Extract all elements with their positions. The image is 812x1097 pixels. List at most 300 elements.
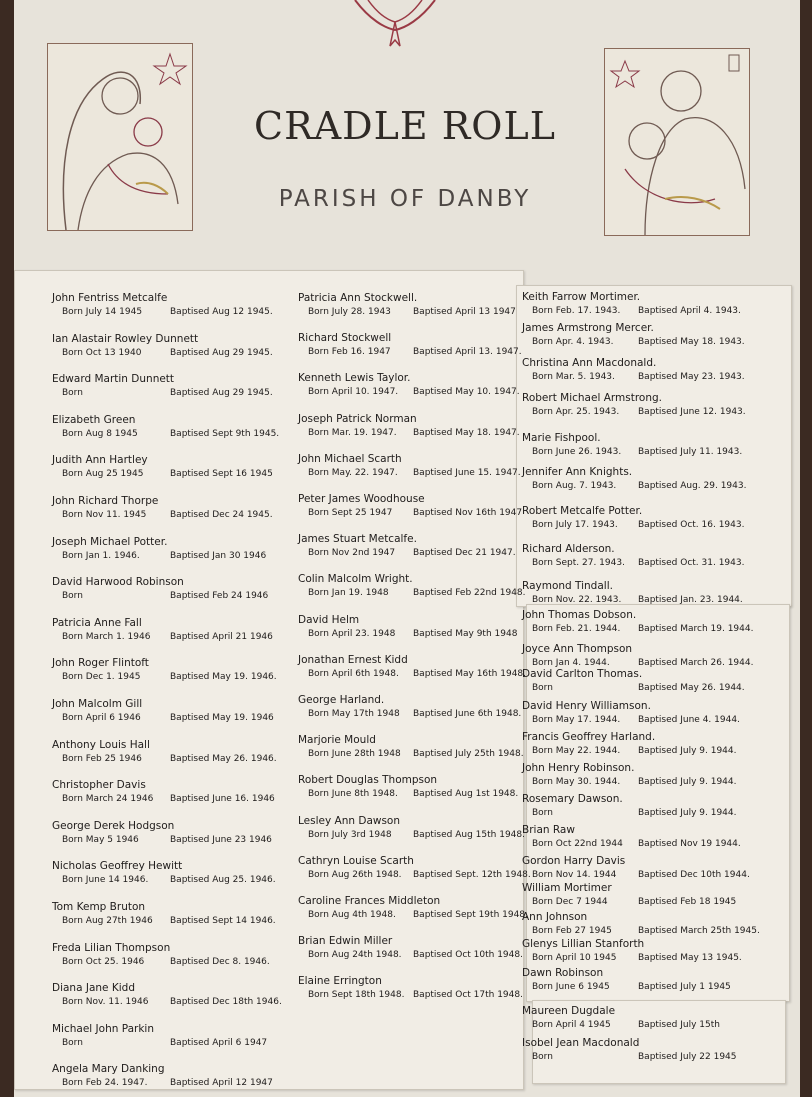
entry-dates (52, 386, 273, 400)
entry-name: James Armstrong Mercer. (522, 322, 654, 334)
entry-name: Anthony Louis Hall (52, 738, 150, 751)
entry-dates (522, 681, 745, 695)
entry-baptised: Baptised Dec 18th 1946. (170, 997, 282, 1008)
entry-baptised: Baptised Aug 29 1945. (170, 347, 273, 358)
entry-baptised: Baptised May 26. 1946. (170, 753, 277, 764)
entry-born: Born (62, 1037, 83, 1048)
entry-name: David Carlton Thomas. (522, 668, 643, 680)
entry-dates (298, 345, 522, 359)
entry-born: Born Aug 4th 1948. (308, 910, 396, 920)
entry-baptised: Baptised Aug 29 1945. (170, 388, 273, 399)
roll-entry (52, 414, 279, 441)
entry-born: Born May 17. 1944. (532, 715, 621, 725)
entry-name: Tom Kemp Bruton (52, 901, 146, 913)
entry-born: Born Apr. 25. 1943. (532, 407, 620, 417)
entry-name: Jonathan Ernest Kidd (298, 653, 408, 666)
entry-dates (522, 405, 746, 419)
entry-born: Born Mar. 19. 1947. (308, 427, 397, 438)
entry-born: Born Aug 8 1945 (62, 428, 138, 439)
entry-baptised: Baptised June 15. 1947. (413, 467, 521, 478)
entry-born: Born Feb. 17. 1943. (532, 306, 621, 316)
entry-born: Born Oct 13 1940 (62, 347, 142, 358)
entry-baptised: Baptised Oct 10th 1948. (413, 950, 523, 961)
entry-dates (522, 895, 736, 909)
entry-baptised: Baptised Sept 19th 1948. (413, 910, 528, 920)
entry-dates (522, 868, 750, 882)
entry-baptised: Baptised Feb 22nd 1948. (413, 588, 526, 599)
entry-baptised: Baptised May 10. 1947. (413, 387, 520, 398)
roll-entry (52, 292, 273, 319)
entry-dates (522, 370, 745, 384)
entry-dates (522, 924, 760, 938)
entry-born: Born Aug 27th 1946 (62, 916, 153, 926)
entry-born: Born June 28th 1948 (308, 749, 401, 760)
entry-baptised: Baptised March 26. 1944. (638, 658, 754, 668)
entry-dates (298, 546, 516, 560)
frame-left (0, 0, 14, 1097)
entry-dates (52, 1036, 267, 1050)
roll-entry (298, 855, 531, 882)
roll-entry (522, 357, 745, 384)
entry-name: George Harland. (298, 694, 385, 706)
entry-name: Kenneth Lewis Taylor. (298, 372, 411, 385)
entry-name: Angela Mary Danking (52, 1063, 165, 1076)
entry-dates (52, 346, 273, 360)
entry-dates (522, 806, 737, 820)
entry-born: Born Jan 4. 1944. (532, 658, 610, 668)
entry-dates (52, 752, 277, 766)
entry-born: Born Sept 18th 1948. (308, 990, 405, 1001)
entry-born: Born April 23. 1948 (308, 628, 396, 639)
entry-dates (522, 1050, 737, 1064)
roll-entry (522, 291, 741, 318)
entry-baptised: Baptised July 22 1945 (638, 1052, 737, 1062)
entry-baptised: Baptised May 16th 1948. (413, 668, 527, 679)
entry-baptised: Baptised Aug 12 1945. (170, 307, 273, 317)
entry-born: Born (62, 591, 83, 602)
roll-entry (522, 1005, 720, 1032)
entry-born: Born April 10. 1947. (308, 387, 399, 398)
entry-baptised: Baptised July 25th 1948. (413, 749, 524, 760)
entry-dates (298, 627, 517, 641)
entry-dates (298, 305, 516, 319)
entry-name: Elizabeth Green (52, 413, 136, 426)
entry-name: Michael John Parkin (52, 1022, 154, 1035)
roll-entry (52, 657, 277, 684)
entry-name: Robert Michael Armstrong. (522, 392, 662, 404)
entry-baptised: Baptised June 16. 1946 (170, 794, 275, 805)
entry-baptised: Baptised Dec 10th 1944. (638, 870, 750, 880)
entry-dates (52, 914, 276, 928)
entry-baptised: Baptised Dec 24 1945. (170, 510, 273, 520)
entry-dates (52, 549, 266, 563)
entry-dates (52, 305, 273, 319)
entry-born: Born July 14 1945 (62, 307, 143, 317)
entry-born: Born (62, 388, 83, 399)
entry-born: Born May 17th 1948 (308, 709, 400, 719)
entry-born: Born Mar. 5. 1943. (532, 372, 615, 382)
entry-dates (298, 908, 528, 922)
entry-dates (522, 518, 744, 532)
entry-dates (298, 747, 524, 761)
entry-dates (52, 833, 272, 847)
entry-baptised: Baptised June 4. 1944. (638, 715, 740, 725)
entry-name: Christopher Davis (52, 779, 146, 792)
roll-entry (52, 1063, 273, 1090)
entry-born: Born Aug 25 1945 (62, 469, 144, 480)
entry-name: James Stuart Metcalfe. (298, 533, 417, 546)
entry-born: Born June 26. 1943. (532, 447, 622, 457)
entry-name: George Derek Hodgson (52, 819, 175, 832)
entry-baptised: Baptised July 9. 1944. (638, 777, 737, 787)
entry-dates (52, 955, 270, 969)
roll-entry (52, 860, 276, 887)
roll-entry (298, 573, 526, 600)
entry-dates (298, 948, 523, 962)
entry-baptised: Baptised Feb 18 1945 (638, 897, 737, 907)
entry-name: John Michael Scarth (298, 452, 402, 465)
entry-name: Lesley Ann Dawson (298, 814, 401, 827)
roll-entry (52, 495, 273, 522)
entry-dates (52, 995, 282, 1009)
entry-dates (298, 426, 520, 440)
entry-baptised: Baptised Oct 17th 1948. (413, 990, 523, 1001)
entry-born: Born April 4 1945 (532, 1020, 611, 1030)
entry-name: John Thomas Dobson. (522, 609, 637, 621)
entry-baptised: Baptised May 9th 1948 (413, 628, 518, 639)
madonna-and-child-illustration (47, 43, 193, 231)
entry-name: Glenys Lillian Stanforth (522, 938, 645, 950)
entry-dates (522, 622, 753, 636)
entry-name: John Richard Thorpe (52, 495, 159, 507)
entry-name: Robert Douglas Thompson (298, 774, 438, 787)
entry-name: Rosemary Dawson. (522, 793, 623, 805)
entry-baptised: Baptised April 6 1947 (170, 1037, 268, 1048)
roll-entry (52, 617, 273, 644)
roll-entry (298, 734, 524, 761)
roll-entry (522, 731, 737, 758)
entry-baptised: Baptised Aug 15th 1948. (413, 829, 525, 840)
entry-baptised: Baptised April 4. 1943. (638, 306, 741, 316)
entry-name: Freda Lilian Thompson (52, 941, 171, 954)
roll-entry (522, 762, 737, 789)
entry-born: Born Feb. 21. 1944. (532, 624, 621, 634)
roll-entry (298, 694, 521, 721)
entry-dates (52, 508, 273, 522)
entry-born: Born June 14 1946. (62, 875, 149, 886)
entry-dates (298, 506, 522, 520)
entry-name: Jennifer Ann Knights. (522, 466, 633, 478)
roll-entry (522, 855, 750, 882)
entry-born: Born Dec 1. 1945 (62, 672, 141, 683)
entry-born: Born Feb 24. 1947. (62, 1078, 148, 1089)
entry-dates (298, 385, 520, 399)
roll-entry (298, 614, 517, 641)
entry-baptised: Baptised March 19. 1944. (638, 624, 754, 634)
entry-name: Joyce Ann Thompson (522, 643, 633, 655)
entry-baptised: Baptised June 6th 1948. (413, 709, 522, 719)
entry-born: Born July 17. 1943. (532, 520, 618, 530)
entry-dates (298, 466, 521, 480)
entry-dates (52, 792, 275, 806)
entry-name: Judith Ann Hartley (52, 454, 148, 467)
entry-name: Isobel Jean Macdonald (522, 1037, 640, 1049)
entry-name: Ann Johnson (522, 911, 588, 923)
entry-dates (52, 589, 268, 603)
entry-name: David Henry Williamson. (522, 700, 651, 712)
entry-name: John Henry Robinson. (522, 762, 635, 774)
entry-name: Raymond Tindall. (522, 580, 613, 592)
entry-dates (298, 828, 525, 842)
entry-dates (522, 335, 745, 349)
roll-entry (522, 938, 742, 965)
roll-entry (522, 432, 742, 459)
entry-born: Born Nov 14. 1944 (532, 870, 617, 880)
roll-entry (522, 392, 746, 419)
roll-entry (298, 935, 523, 962)
frame-right (800, 0, 812, 1097)
entry-born: Born March 24 1946 (62, 794, 154, 805)
entry-baptised: Baptised Aug 25. 1946. (170, 875, 276, 886)
entry-baptised: Baptised Oct. 16. 1943. (638, 520, 745, 530)
entry-born: Born April 6 1946 (62, 713, 141, 723)
entry-name: John Roger Flintoft (52, 657, 149, 670)
roll-entry (298, 895, 528, 922)
entry-born: Born Aug. 7. 1943. (532, 481, 617, 491)
entry-name: Joseph Michael Potter. (52, 535, 168, 548)
entry-born: Born May 5 1946 (62, 834, 139, 845)
roll-entry (52, 333, 273, 360)
roll-entry (298, 774, 518, 801)
entry-name: Richard Stockwell (298, 332, 392, 345)
entry-born: Born July 28. 1943 (308, 307, 391, 317)
entry-born: Born Feb 16. 1947 (308, 347, 391, 358)
entry-dates (522, 445, 742, 459)
entry-dates (52, 630, 273, 644)
entry-baptised: Baptised Dec 21 1947. (413, 548, 516, 559)
entry-name: Christina Ann Macdonald. (522, 357, 657, 369)
roll-entry (52, 779, 275, 806)
roll-entry (298, 654, 526, 681)
entry-name: Joseph Patrick Norman (298, 412, 417, 425)
roll-entry (522, 882, 736, 909)
entry-baptised: Baptised Feb 24 1946 (170, 591, 269, 602)
entry-name: Robert Metcalfe Potter. (522, 505, 643, 517)
roll-entry (298, 453, 521, 480)
entry-name: William Mortimer (522, 882, 612, 894)
roll-entry (522, 911, 760, 938)
entry-dates (298, 868, 531, 882)
entry-dates (522, 556, 744, 570)
entry-baptised: Baptised April 21 1946 (170, 631, 273, 642)
roll-entry (522, 505, 744, 532)
entry-name: David Helm (298, 613, 360, 626)
entry-baptised: Baptised May 19. 1946. (170, 672, 277, 683)
entry-dates (522, 951, 742, 965)
entry-dates (522, 837, 741, 851)
roll-entry (522, 609, 753, 636)
page-title: CRADLE ROLL (254, 104, 556, 148)
entry-name: Colin Malcolm Wright. (298, 573, 413, 586)
entry-baptised: Baptised July 15th (638, 1020, 720, 1030)
entry-baptised: Baptised Sept 9th 1945. (170, 428, 280, 439)
roll-entry (298, 975, 523, 1002)
entry-dates (522, 713, 740, 727)
entry-dates (52, 670, 277, 684)
entry-born: Born Aug 26th 1948. (308, 869, 402, 880)
entry-born: Born July 3rd 1948 (308, 829, 392, 840)
roll-entry (298, 332, 522, 359)
entry-baptised: Baptised April 13 1947 (413, 307, 516, 317)
entry-dates (52, 711, 274, 725)
entry-baptised: Baptised Nov 16th 1947 (413, 508, 523, 518)
roll-entry (522, 793, 737, 820)
entry-dates (522, 479, 746, 493)
roll-entry (52, 454, 273, 481)
entry-dates (298, 988, 523, 1002)
entry-born: Born May 22. 1944. (532, 746, 621, 756)
roll-entry (52, 820, 272, 847)
roll-entry (52, 942, 270, 969)
entry-name: Dawn Robinson (522, 967, 604, 979)
dove-icon (350, 0, 440, 50)
entry-born: Born Feb 27 1945 (532, 926, 612, 936)
roll-entry (52, 576, 268, 603)
entry-name: Brian Raw (522, 824, 575, 836)
roll-entry (522, 824, 741, 851)
roll-entry (52, 1023, 267, 1050)
entry-baptised: Baptised April 13. 1947. (413, 347, 522, 358)
roll-entry (298, 292, 516, 319)
page-subtitle: PARISH OF DANBY (278, 186, 532, 212)
entry-dates (52, 427, 279, 441)
entry-baptised: Baptised May 19. 1946 (170, 713, 274, 723)
entry-born: Born Aug 24th 1948. (308, 950, 402, 961)
entry-name: Ian Alastair Rowley Dunnett (52, 332, 199, 345)
entry-baptised: Baptised Dec 8. 1946. (170, 956, 270, 967)
roll-entry (522, 543, 744, 570)
entry-name: Marjorie Mould (298, 734, 376, 747)
entry-born: Born April 10 1945 (532, 953, 617, 963)
entry-born: Born Apr. 4. 1943. (532, 337, 614, 347)
entry-baptised: Baptised May 18. 1943. (638, 337, 745, 347)
roll-entry (522, 643, 753, 670)
entry-dates (522, 744, 737, 758)
entry-name: Peter James Woodhouse (298, 493, 425, 505)
entry-baptised: Baptised Jan. 23. 1944. (638, 595, 743, 605)
entry-name: Caroline Frances Middleton (298, 895, 441, 907)
entry-born: Born March 1. 1946 (62, 631, 151, 642)
entry-baptised: Baptised March 25th 1945. (638, 926, 760, 936)
entry-baptised: Baptised May 26. 1944. (638, 683, 745, 693)
entry-baptised: Baptised Aug 1st 1948. (413, 789, 519, 800)
entry-born: Born Nov 11. 1945 (62, 510, 147, 520)
entry-baptised: Baptised Nov 19 1944. (638, 839, 741, 849)
roll-entry (52, 982, 282, 1009)
entry-name: Marie Fishpool. (522, 432, 601, 444)
entry-dates (298, 707, 521, 721)
roll-entry (522, 1037, 737, 1064)
entry-born: Born Sept. 27. 1943. (532, 558, 625, 568)
entry-born: Born Oct 25. 1946 (62, 956, 145, 967)
entry-baptised: Baptised June 12. 1943. (638, 407, 746, 417)
entry-born: Born Sept 25 1947 (308, 508, 393, 518)
entry-dates (52, 873, 276, 887)
roll-entry (298, 815, 525, 842)
entry-baptised: Baptised Jan 30 1946 (170, 550, 267, 561)
entry-name: Nicholas Geoffrey Hewitt (52, 860, 183, 873)
roll-entry (298, 413, 520, 440)
roll-entry (52, 739, 277, 766)
entry-dates (52, 1076, 273, 1090)
entry-name: Richard Alderson. (522, 543, 615, 555)
roll-entry (298, 533, 516, 560)
entry-born: Born April 6th 1948. (308, 668, 399, 679)
entry-born: Born Jan 1. 1946. (62, 550, 140, 561)
roll-entry (522, 967, 731, 994)
entry-name: Keith Farrow Mortimer. (522, 291, 641, 303)
entry-baptised: Baptised July 1 1945 (638, 982, 731, 992)
entry-name: Maureen Dugdale (522, 1005, 616, 1017)
roll-entry (522, 466, 746, 493)
entry-dates (522, 775, 737, 789)
entry-baptised: Baptised May 13 1945. (638, 953, 742, 963)
entry-baptised: Baptised July 9. 1944. (638, 746, 737, 756)
roll-entry (298, 493, 522, 520)
roll-entry (522, 322, 745, 349)
entry-born: Born Nov. 22. 1943. (532, 595, 622, 605)
entry-baptised: Baptised May 18. 1947. (413, 427, 520, 438)
entry-dates (522, 304, 741, 318)
entry-born: Born May. 22. 1947. (308, 467, 398, 478)
entry-born: Born Jan 19. 1948 (308, 588, 389, 599)
entry-baptised: Baptised June 23 1946 (170, 834, 272, 845)
entry-born: Born Dec 7 1944 (532, 897, 608, 907)
entry-born: Born (532, 1052, 553, 1062)
entry-born: Born Feb 25 1946 (62, 753, 142, 764)
entry-dates (298, 787, 518, 801)
entry-dates (522, 1018, 720, 1032)
entry-born: Born Oct 22nd 1944 (532, 839, 623, 849)
entry-born: Born (532, 683, 553, 693)
entry-baptised: Baptised Sept. 12th 1948. (413, 869, 531, 880)
roll-entry (52, 536, 266, 563)
entry-baptised: Baptised Sept 16 1945 (170, 469, 273, 480)
entry-name: Francis Geoffrey Harland. (522, 731, 656, 743)
entry-name: John Malcolm Gill (52, 698, 143, 710)
roll-entry (298, 372, 520, 399)
entry-born: Born June 6 1945 (532, 982, 610, 992)
entry-dates (298, 667, 526, 681)
entry-dates (522, 593, 743, 607)
entry-name: Diana Jane Kidd (52, 982, 135, 995)
entry-baptised: Baptised Aug. 29. 1943. (638, 481, 747, 491)
roll-entry (52, 698, 274, 725)
entry-baptised: Baptised April 12 1947 (170, 1078, 273, 1089)
entry-baptised: Baptised July 11. 1943. (638, 447, 743, 457)
entry-name: David Harwood Robinson (52, 576, 184, 589)
entry-name: Edward Martin Dunnett (52, 373, 175, 386)
entry-name: Cathryn Louise Scarth (298, 854, 414, 867)
roll-entry (522, 700, 740, 727)
roll-entry (522, 668, 745, 695)
roll-entry (52, 901, 276, 928)
roll-entry (522, 580, 743, 607)
entry-dates (298, 586, 526, 600)
entry-baptised: Baptised Oct. 31. 1943. (638, 558, 745, 568)
entry-name: Patricia Ann Stockwell. (298, 292, 418, 304)
entry-name: Elaine Errington (298, 975, 382, 988)
